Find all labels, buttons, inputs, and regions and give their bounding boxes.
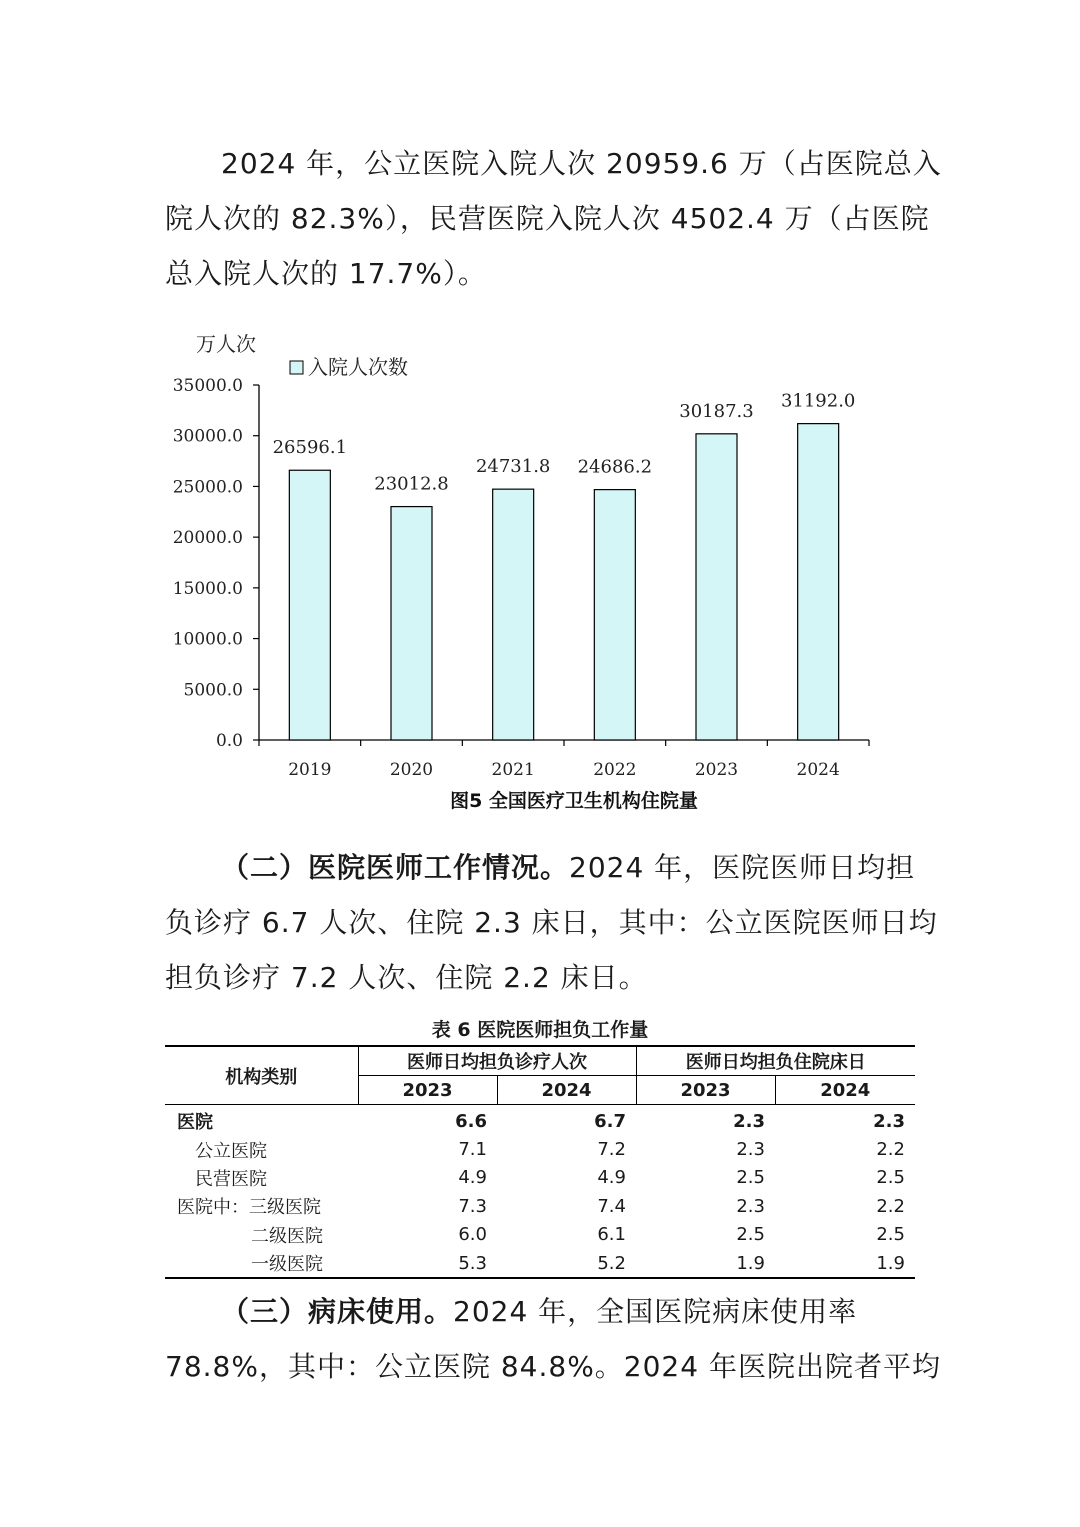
y-tick-label: 5000.0 <box>183 680 243 701</box>
table-cell: 4.9 <box>597 1167 626 1189</box>
table-row <box>165 1164 915 1192</box>
table-cell: 5.2 <box>497 1249 636 1278</box>
table-cell: 6.1 <box>597 1224 626 1246</box>
section-heading: （三）病床使用。 <box>221 1295 454 1328</box>
column-header-year: 2024 <box>497 1076 636 1105</box>
bar-2022 <box>594 490 635 740</box>
paragraph-text: 2024 年，全国医院病床使用率 <box>453 1295 858 1328</box>
paragraph-line: 78.8%，其中：公立医院 84.8%。2024 年医院出院者平均 <box>165 1350 941 1383</box>
y-tick-label: 30000.0 <box>172 426 243 447</box>
chart-caption: 图5 全国医疗卫生机构住院量 <box>450 790 698 812</box>
row-label: 医院中：三级医院 <box>177 1197 321 1219</box>
table-cell: 4.9 <box>458 1167 487 1189</box>
bar-2021 <box>493 489 534 740</box>
inpatient-bar-chart <box>160 325 900 825</box>
x-tick-label: 2022 <box>593 760 637 780</box>
paragraph-line: 总入院人次的 17.7%）。 <box>165 257 487 290</box>
table-title: 表 6 医院医师担负工作量 <box>431 1019 649 1041</box>
paragraph-inpatient-share <box>165 136 942 301</box>
bar-2023 <box>696 434 737 740</box>
table-row <box>165 1221 915 1249</box>
data-label: 24731.8 <box>475 456 551 478</box>
table-cell: 7.2 <box>597 1139 626 1161</box>
y-tick-label: 35000.0 <box>172 376 243 396</box>
table-row <box>165 1135 915 1163</box>
column-header-year: 2023 <box>358 1076 497 1105</box>
legend-swatch <box>290 361 303 374</box>
paragraph-line: 2024 年，公立医院入院人次 20959.6 万（占医院总入 <box>221 147 942 180</box>
table-row <box>165 1249 915 1278</box>
workload-table <box>165 1045 915 1279</box>
data-label: 31192.0 <box>780 390 856 412</box>
row-label: 一级医院 <box>165 1249 358 1278</box>
paragraph-line <box>165 840 915 895</box>
y-tick-label: 15000.0 <box>172 578 243 599</box>
y-tick-label: 0.0 <box>215 731 243 751</box>
bars <box>273 391 856 740</box>
table-cell: 1.9 <box>636 1249 775 1278</box>
y-tick-label: 10000.0 <box>172 629 243 650</box>
table-cell: 2.3 <box>736 1139 765 1161</box>
column-group-bed-days: 医师日均担负住院床日 <box>636 1046 915 1076</box>
table-cell: 2.3 <box>736 1195 765 1217</box>
table-cell: 2.2 <box>876 1195 905 1217</box>
table-cell: 2.5 <box>876 1224 905 1246</box>
paragraph-line: 负诊疗 6.7 人次、住院 2.3 床日，其中：公立医院医师日均 <box>165 906 938 939</box>
paragraph-doctor-workload <box>165 840 938 1005</box>
data-label: 30187.3 <box>679 400 754 422</box>
x-tick-label: 2021 <box>491 760 535 780</box>
paragraph-line: 院人次的 82.3%），民营医院入院人次 4502.4 万（占医院 <box>165 202 930 235</box>
table-cell: 2.5 <box>736 1167 765 1189</box>
x-axis <box>259 740 869 780</box>
x-tick-label: 2019 <box>288 760 332 780</box>
table-cell: 2.3 <box>873 1110 905 1132</box>
table-cell: 2.3 <box>733 1110 765 1132</box>
y-unit-label: 万人次 <box>196 332 256 356</box>
y-axis <box>173 376 259 751</box>
row-label: 二级医院 <box>251 1225 323 1247</box>
section-heading: （二）医院医师工作情况。 <box>221 851 570 884</box>
x-tick-label: 2020 <box>389 760 434 780</box>
table-cell: 2.5 <box>876 1167 905 1189</box>
bar-2019 <box>289 470 330 740</box>
column-header-category: 机构类别 <box>225 1066 298 1088</box>
table-cell: 1.9 <box>775 1249 915 1278</box>
paragraph-line <box>165 1284 915 1339</box>
table-cell: 2.2 <box>876 1139 905 1161</box>
paragraph-line: 担负诊疗 7.2 人次、住院 2.2 床日。 <box>165 961 648 994</box>
column-header-year: 2023 <box>636 1076 775 1105</box>
legend-label: 入院人次数 <box>308 355 408 379</box>
table-cell: 5.3 <box>358 1249 497 1278</box>
paragraph-text: 2024 年，医院医师日均担 <box>569 851 916 884</box>
x-tick-label: 2024 <box>796 760 840 780</box>
bar-2024 <box>798 424 839 740</box>
row-label: 公立医院 <box>195 1140 267 1162</box>
table-cell: 2.5 <box>736 1224 765 1246</box>
table-cell: 7.4 <box>597 1195 626 1217</box>
row-label: 民营医院 <box>195 1168 267 1190</box>
table-cell: 6.6 <box>455 1110 487 1132</box>
data-label: 23012.8 <box>374 473 449 495</box>
row-label: 医院 <box>177 1112 213 1134</box>
data-label: 24686.2 <box>577 456 653 478</box>
x-tick-label: 2023 <box>694 760 739 780</box>
y-tick-label: 25000.0 <box>172 477 243 498</box>
table-row <box>165 1192 915 1220</box>
table-row <box>165 1105 915 1136</box>
table-cell: 7.1 <box>458 1139 487 1161</box>
data-label: 26596.1 <box>272 437 348 459</box>
table-cell: 7.3 <box>458 1195 487 1217</box>
column-header-year: 2024 <box>775 1076 915 1105</box>
column-group-visits: 医师日均担负诊疗人次 <box>358 1046 636 1076</box>
table-cell: 6.7 <box>594 1110 626 1132</box>
paragraph-bed-usage <box>165 1284 941 1394</box>
y-tick-label: 20000.0 <box>172 528 243 549</box>
table-cell: 6.0 <box>458 1224 487 1246</box>
bar-2020 <box>391 507 432 740</box>
